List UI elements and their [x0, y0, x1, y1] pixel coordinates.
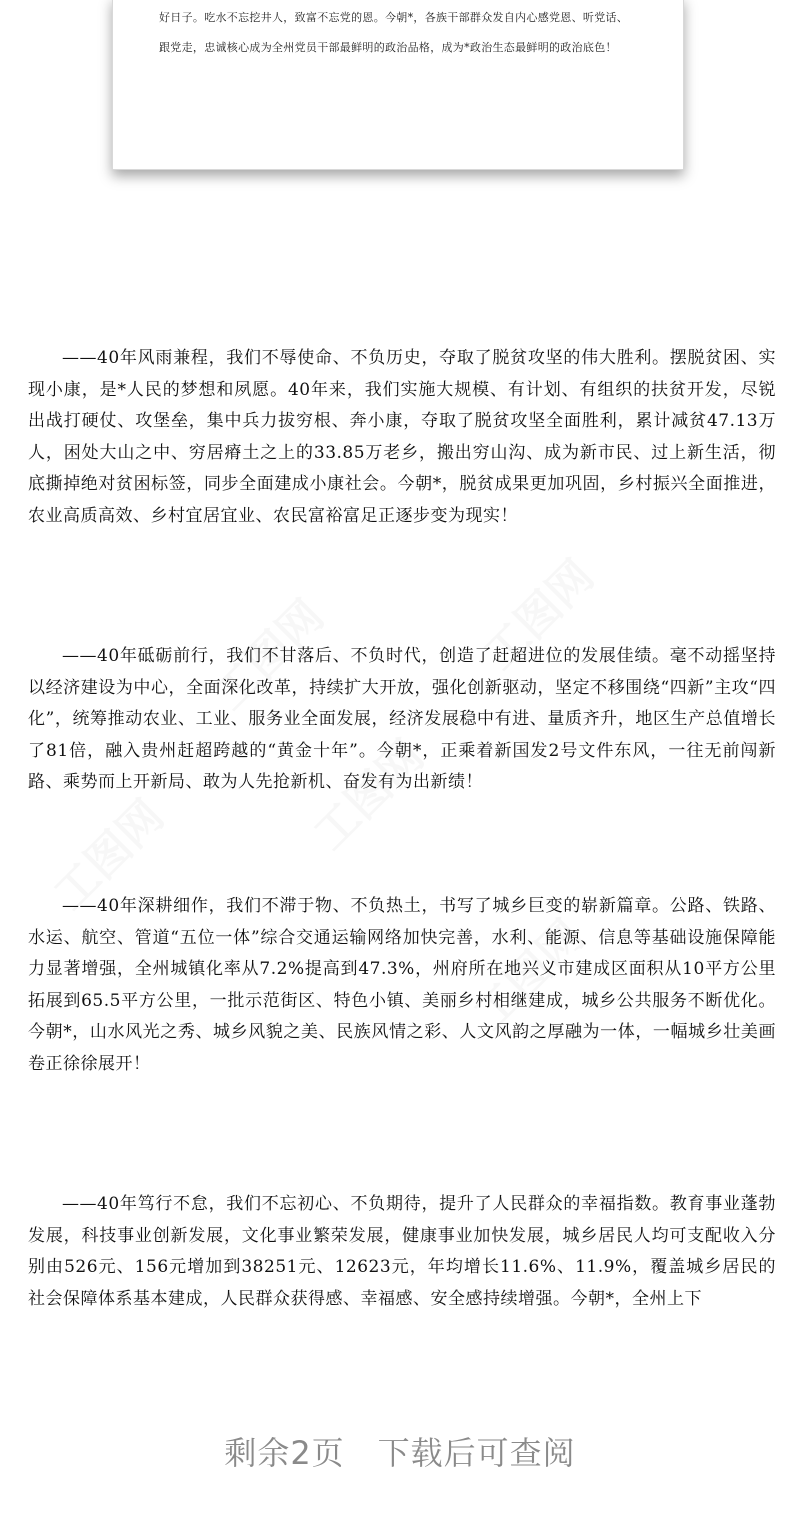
watermark: 工图网	[204, 590, 334, 720]
watermark: 工图网	[474, 550, 604, 680]
watermark: 工图网	[44, 790, 174, 920]
preview-line: 好日子。吃水不忘挖井人，致富不忘党的恩。今朝*，各族干部群众发自内心感党恩、听党话、	[159, 11, 629, 24]
remaining-pages-banner[interactable]: 剩余2页 下载后可查阅	[224, 1434, 576, 1472]
watermark: 工图网	[304, 730, 434, 860]
watermark: 工图网	[464, 910, 594, 1040]
body-paragraph: ——40年笃行不怠，我们不忘初心、不负期待，提升了人民群众的幸福指数。教育事业蓬勃发展，科技事业创新发展，文化事业繁荣发展，健康事业加快发展，城乡居民人均可支配收入分别由526元、156元增加到38251元、12623元，年均增长11.6%、11.9%，覆盖城乡居民的社会保障体系基本建成，人民群众获得感、幸福感、安全感持续增强。今朝*，全州上下	[28, 1194, 776, 1309]
preview-line: 跟党走，忠诚核心成为全州党员干部最鲜明的政治品格，成为*政治生态最鲜明的政治底色！	[159, 41, 617, 54]
body-paragraph: ——40年风雨兼程，我们不辱使命、不负历史，夺取了脱贫攻坚的伟大胜利。摆脱贫困、实现小康，是*人民的梦想和夙愿。40年来，我们实施大规模、有计划、有组织的扶贫开发，尽锐出战打硬仗、攻堡垒，集中兵力拔穷根、奔小康，夺取了脱贫攻坚全面胜利，累计减贫47.13万人，困处大山之中、穷居瘠土之上的33.85万老乡，搬出穷山沟、成为新市民、过上新生活，彻底撕掉绝对贫困标签，同步全面建成小康社会。今朝*，脱贫成果更加巩固，乡村振兴全面推进，农业高质高效、乡村宜居宜业、农民富裕富足正逐步变为现实！	[28, 348, 776, 526]
body-paragraph: ——40年砥砺前行，我们不甘落后、不负时代，创造了赶超进位的发展佳绩。毫不动摇坚持以经济建设为中心，全面深化改革，持续扩大开放，强化创新驱动，坚定不移围绕“四新”主攻“四化”，统筹推动农业、工业、服务业全面发展，经济发展稳中有进、量质齐升，地区生产总值增长了81倍，融入贵州赶超跨越的“黄金十年”。今朝*，正乘着新国发2号文件东风，一往无前闯新路、乘势而上开新局、敢为人先抢新机、奋发有为出新绩！	[28, 646, 776, 792]
previous-page-preview	[112, 0, 684, 170]
body-paragraph: ——40年深耕细作，我们不滞于物、不负热土，书写了城乡巨变的崭新篇章。公路、铁路、水运、航空、管道“五位一体”综合交通运输网络加快完善，水利、能源、信息等基础设施保障能力显著增强，全州城镇化率从7.2%提高到47.3%，州府所在地兴义市建成区面积从10平方公里拓展到65.5平方公里，一批示范街区、特色小镇、美丽乡村相继建成，城乡公共服务不断优化。今朝*，山水风光之秀、城乡风貌之美、民族风情之彩、人文风韵之厚融为一体，一幅城乡壮美画卷正徐徐展开！	[28, 896, 776, 1074]
